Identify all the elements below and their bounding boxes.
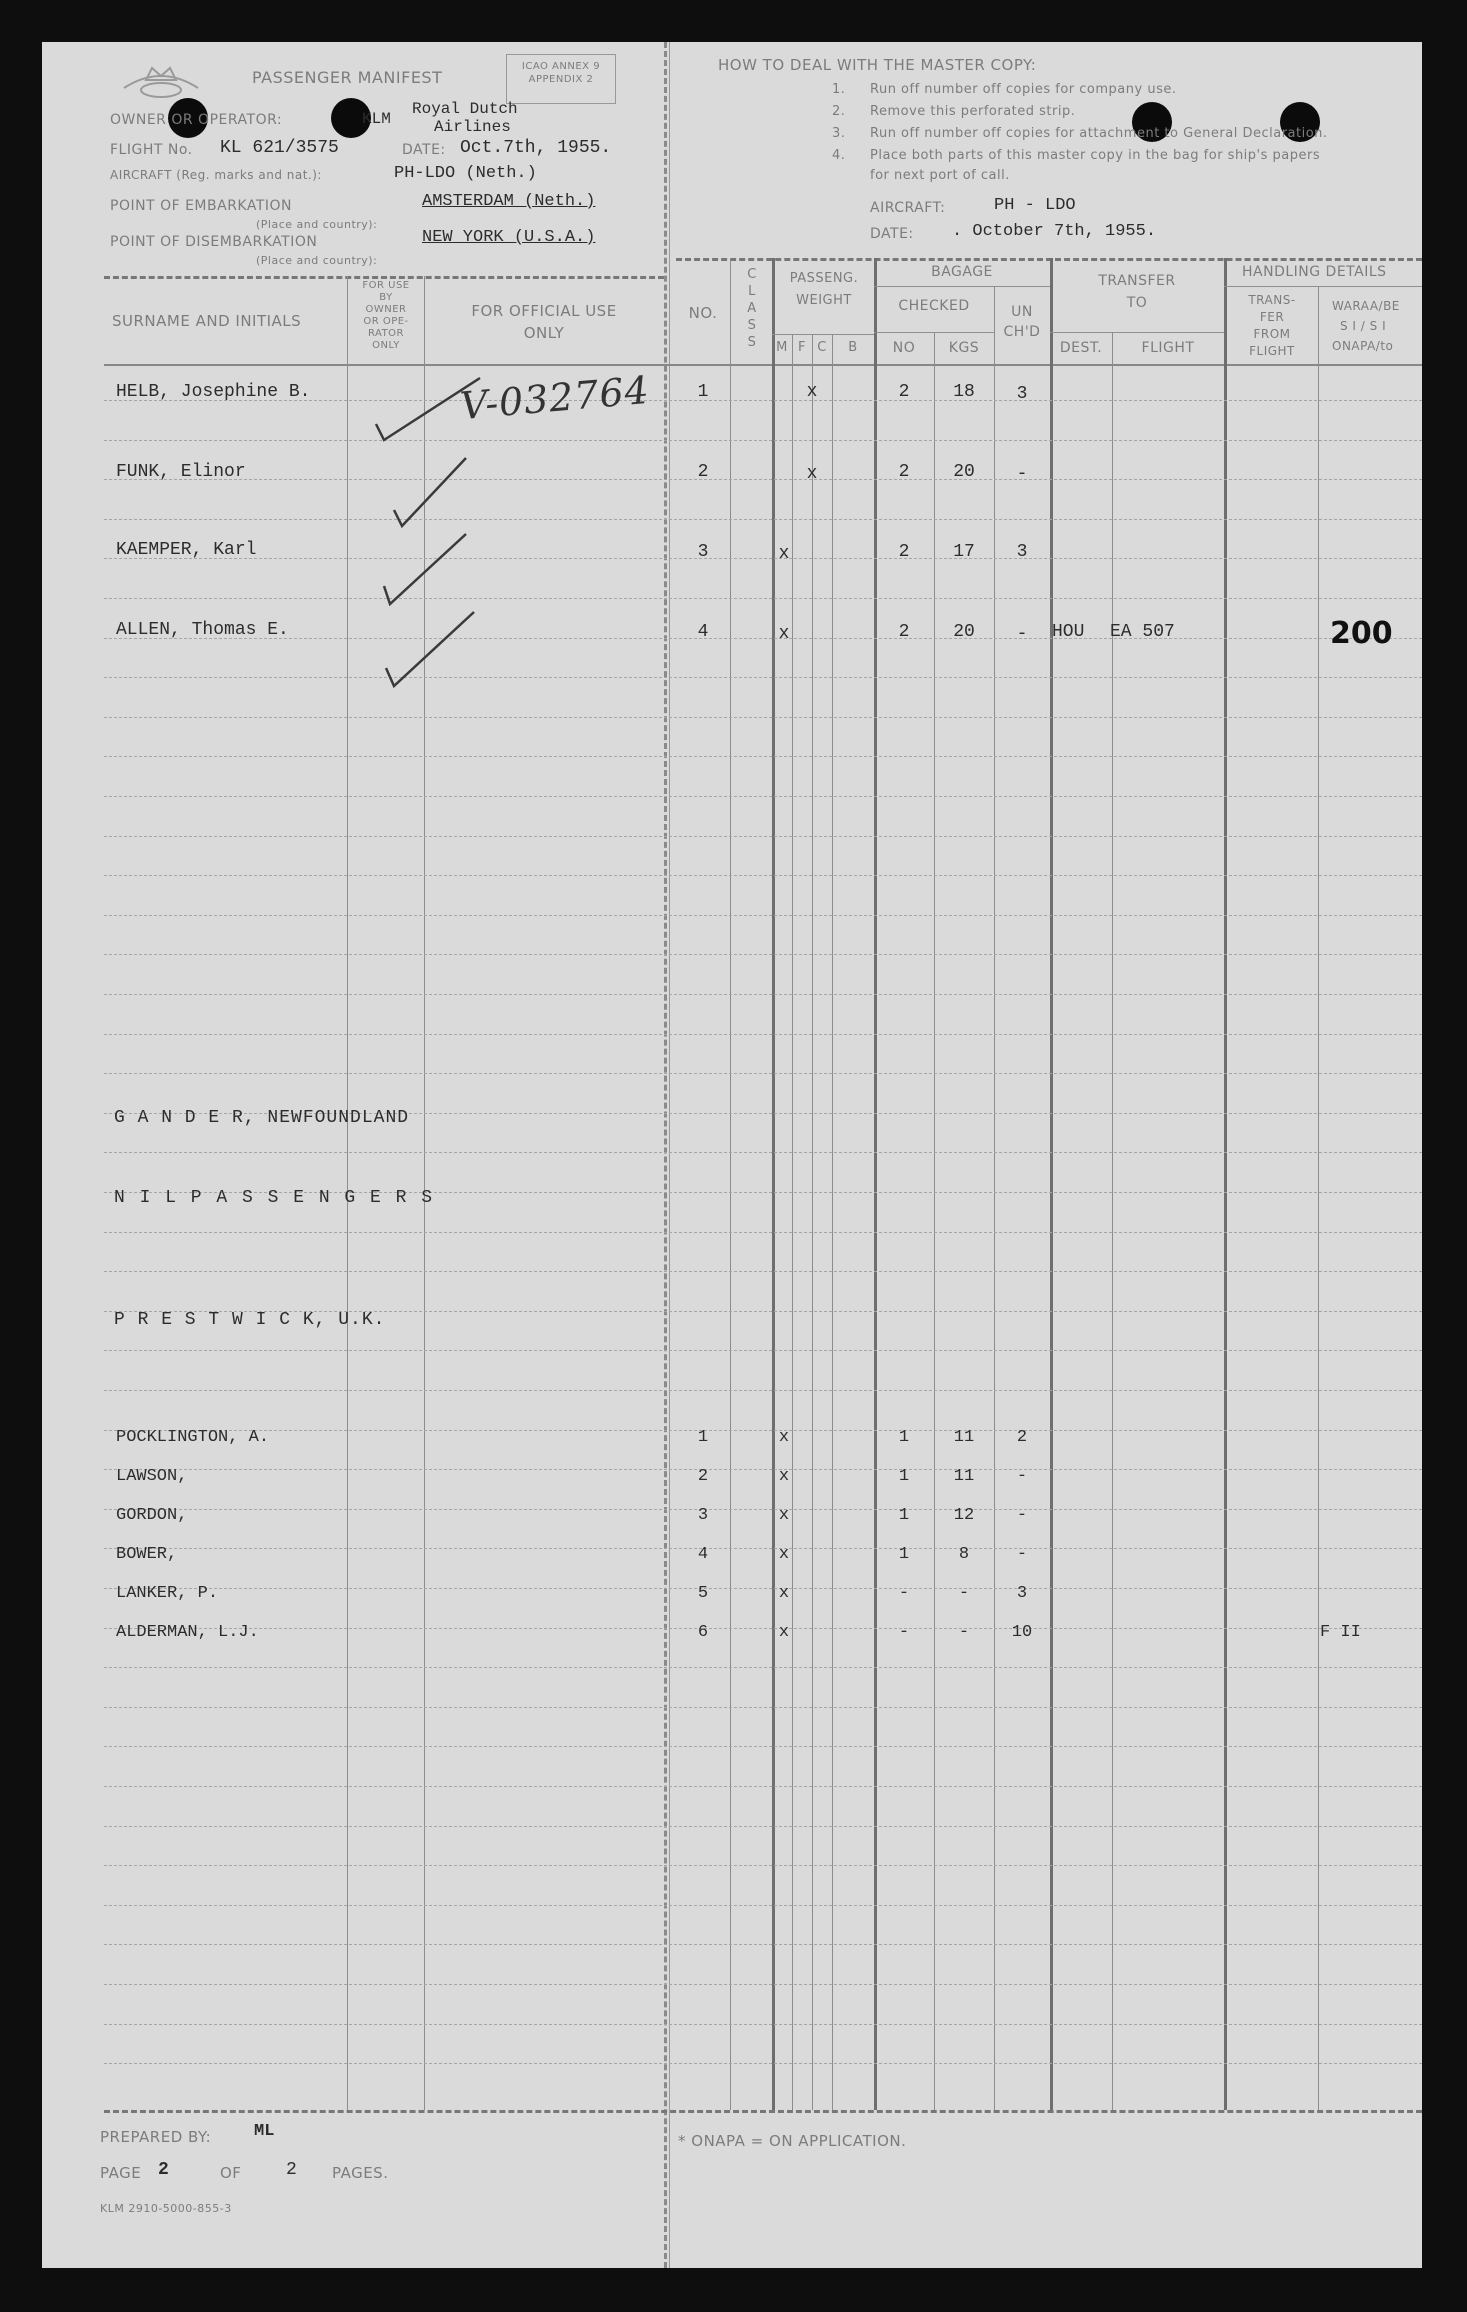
col-header-transfer — [1050, 270, 1224, 314]
passenger-name: FUNK, Elinor — [116, 462, 246, 482]
embark-value: AMSTERDAM (Neth.) — [422, 192, 596, 211]
col-header-handling: HANDLING DETAILS — [1242, 264, 1387, 280]
row-rule — [104, 1430, 1422, 1431]
passenger-bag-no: 2 — [898, 462, 910, 482]
passenger-kgs: 11 — [953, 1428, 975, 1447]
header-letter: L — [748, 284, 756, 299]
row-rule — [104, 915, 1422, 916]
header-line: ONAPA/to — [1332, 339, 1394, 353]
row-rule — [104, 1232, 1422, 1233]
row-rule — [104, 1350, 1422, 1351]
passenger-name: LAWSON, — [116, 1467, 188, 1486]
row-rule — [104, 756, 1422, 757]
passenger-unchd: 10 — [1011, 1623, 1033, 1642]
header-line: PASSENG. — [789, 271, 859, 286]
row-rule — [104, 1390, 1422, 1391]
row-rule — [104, 1548, 1422, 1549]
instruction-number: 4. — [832, 148, 846, 163]
col-header-f: F — [798, 340, 806, 355]
row-rule — [104, 598, 1422, 599]
header-line: ONLY — [372, 340, 400, 351]
row-rule — [104, 1746, 1422, 1747]
row-rule — [104, 1707, 1422, 1708]
header-line: WARAA/BE — [1332, 299, 1400, 313]
checkmark-icon — [382, 608, 478, 692]
column-rule — [874, 258, 877, 2110]
passenger-bag-no: 2 — [898, 382, 910, 402]
header-line: S I / S I — [1340, 319, 1387, 333]
header-line: CH'D — [1003, 324, 1041, 340]
passenger-weight-f: x — [806, 382, 818, 402]
column-rule — [812, 334, 813, 2110]
passenger-bag-no: 1 — [898, 1428, 910, 1447]
col-header-bagage: BAGAGE — [931, 264, 993, 280]
row-rule — [104, 519, 1422, 520]
place-country-note: (Place and country): — [256, 218, 378, 231]
passenger-unchd: - — [1016, 464, 1028, 484]
passenger-bag-no: 1 — [898, 1545, 910, 1564]
page-label: PAGE — [100, 2164, 142, 2182]
header-top-rule — [676, 258, 1422, 261]
passenger-unchd: - — [1016, 1506, 1028, 1525]
header-line: BY — [379, 292, 393, 303]
column-rule — [1318, 286, 1319, 2110]
footnote: * ONAPA = ON APPLICATION. — [678, 2132, 907, 2150]
col-header-checked: CHECKED — [898, 298, 970, 314]
column-rule — [1050, 258, 1053, 2110]
header-line: OR OPE- — [363, 316, 409, 327]
passenger-bag-no: 1 — [898, 1467, 910, 1486]
header-letter: S — [747, 335, 757, 350]
passenger-bag-no: 2 — [898, 542, 910, 562]
row-rule — [104, 1588, 1422, 1589]
passenger-no: 2 — [697, 462, 709, 482]
header-rule — [1050, 332, 1224, 333]
column-rule — [730, 258, 731, 2110]
col-header-checked-no: NO — [892, 340, 916, 356]
header-line: WEIGHT — [796, 293, 852, 308]
passenger-weight-m: x — [778, 1584, 790, 1603]
passenger-weight-m: x — [778, 1428, 790, 1447]
passenger-bag-no: - — [898, 1584, 910, 1603]
passenger-unchd: 3 — [1016, 384, 1028, 404]
row-rule — [104, 1509, 1422, 1510]
passenger-kgs: 20 — [953, 622, 975, 642]
handling-value: 200 — [1330, 616, 1393, 651]
passenger-name: BOWER, — [116, 1545, 178, 1564]
passenger-weight-m: x — [778, 1506, 790, 1525]
instructions-title: HOW TO DEAL WITH THE MASTER COPY: — [718, 56, 1037, 74]
flight-value: KL 621/3575 — [220, 138, 339, 158]
aircraft-label: AIRCRAFT (Reg. marks and nat.): — [110, 168, 322, 182]
instr-aircraft-label: AIRCRAFT: — [870, 200, 946, 216]
passenger-kgs: - — [958, 1584, 970, 1603]
header-line: TO — [1126, 295, 1148, 311]
row-rule — [104, 954, 1422, 955]
flight-label: FLIGHT No. — [110, 142, 193, 158]
place-country-note: (Place and country): — [256, 254, 378, 267]
row-rule — [104, 1152, 1422, 1153]
row-rule — [104, 1905, 1422, 1906]
section-prestwick: P R E S T W I C K, U.K. — [114, 1310, 386, 1330]
passenger-no: 1 — [697, 1428, 709, 1447]
header-rule — [772, 334, 874, 335]
row-rule — [104, 1826, 1422, 1827]
row-rule — [104, 994, 1422, 995]
col-header-kgs: KGS — [948, 340, 980, 356]
row-rule — [104, 2024, 1422, 2025]
header-letter: A — [747, 301, 757, 316]
form-code: KLM 2910-5000-855-3 — [100, 2202, 232, 2215]
passenger-weight-m: x — [778, 1545, 790, 1564]
header-line: FOR USE — [362, 280, 410, 291]
col-header-weight — [774, 268, 874, 312]
passenger-name: KAEMPER, Karl — [116, 540, 257, 560]
row-rule — [104, 2063, 1422, 2064]
instr-aircraft-value: PH - LDO — [994, 196, 1076, 215]
manifest-page — [42, 42, 1422, 2268]
header-rule — [1224, 286, 1422, 287]
instruction-number: 1. — [832, 82, 846, 97]
header-letter: C — [747, 267, 757, 282]
header-line: FER — [1259, 310, 1285, 324]
section-gander: G A N D E R, NEWFOUNDLAND — [114, 1108, 410, 1128]
official-stamp-number: V-032764 — [458, 367, 652, 429]
row-rule — [104, 796, 1422, 797]
column-rule — [1224, 258, 1227, 2110]
disembark-label: POINT OF DISEMBARKATION — [110, 234, 318, 250]
header-line: FLIGHT — [1249, 344, 1295, 358]
header-line: FROM — [1253, 327, 1291, 341]
page-of-label: OF — [220, 2164, 242, 2182]
row-rule — [104, 1469, 1422, 1470]
passenger-no: 4 — [697, 1545, 709, 1564]
perforation-line — [664, 42, 667, 2268]
checkmark-icon — [390, 454, 470, 534]
row-rule — [104, 1667, 1422, 1668]
passenger-weight-m: x — [778, 1467, 790, 1486]
header-top-rule — [104, 276, 664, 279]
perforation-line — [669, 42, 670, 2268]
page-value: 2 — [158, 2160, 169, 2180]
section-nil-passengers: N I L P A S S E N G E R S — [114, 1188, 435, 1208]
header-line: TRANS- — [1248, 293, 1296, 307]
passenger-unchd: 3 — [1016, 542, 1028, 562]
passenger-no: 5 — [697, 1584, 709, 1603]
row-rule — [104, 1944, 1422, 1945]
passenger-name: ALLEN, Thomas E. — [116, 620, 289, 640]
col-header-owner-use — [348, 280, 424, 352]
col-header-official-use — [426, 300, 662, 344]
row-rule — [104, 677, 1422, 678]
row-rule — [104, 717, 1422, 718]
passenger-kgs: 11 — [953, 1467, 975, 1486]
row-rule — [104, 875, 1422, 876]
passenger-unchd: - — [1016, 1467, 1028, 1486]
header-rule — [874, 332, 994, 333]
instruction-number: 3. — [832, 126, 846, 141]
owner-label: OWNER OR OPERATOR: — [110, 112, 283, 128]
aircraft-value: PH-LDO (Neth.) — [394, 164, 537, 183]
passenger-name: POCKLINGTON, A. — [116, 1428, 270, 1447]
passenger-weight-m: x — [778, 624, 790, 644]
passenger-no: 6 — [697, 1623, 709, 1642]
passenger-weight-f: x — [806, 464, 818, 484]
owner-prefix: KLM — [362, 110, 391, 128]
prepared-by-label: PREPARED BY: — [100, 2128, 212, 2146]
col-header-surname: SURNAME AND INITIALS — [112, 312, 302, 330]
annex-line: APPENDIX 2 — [528, 74, 594, 85]
passenger-no: 2 — [697, 1467, 709, 1486]
passenger-kgs: 12 — [953, 1506, 975, 1525]
passenger-unchd: 3 — [1016, 1584, 1028, 1603]
owner-value: Airlines — [434, 118, 511, 136]
passenger-transfer-flight: EA 507 — [1110, 622, 1175, 642]
passenger-no: 4 — [697, 622, 709, 642]
table-bottom-rule — [104, 2110, 1422, 2113]
header-rule — [874, 286, 1050, 287]
col-header-c: C — [817, 340, 827, 355]
passenger-no: 3 — [697, 1506, 709, 1525]
col-header-class — [732, 266, 772, 351]
row-rule — [104, 1034, 1422, 1035]
col-header-b: B — [848, 340, 858, 355]
passenger-bag-no: 2 — [898, 622, 910, 642]
row-rule — [104, 479, 1422, 480]
header-letter: S — [747, 318, 757, 333]
passenger-kgs: 18 — [953, 382, 975, 402]
checkmark-icon — [380, 532, 470, 616]
date-label: DATE: — [402, 142, 446, 158]
passenger-name: LANKER, P. — [116, 1584, 219, 1603]
instruction-text: Remove this perforated strip. — [870, 104, 1076, 119]
col-header-dest: DEST. — [1059, 340, 1103, 356]
row-rule — [104, 1628, 1422, 1629]
disembark-value: NEW YORK (U.S.A.) — [422, 228, 596, 247]
embark-label: POINT OF EMBARKATION — [110, 198, 293, 214]
instruction-text: Run off number off copies for attachment to General Declaration. — [870, 126, 1328, 141]
header-line: TRANSFER — [1098, 273, 1176, 289]
passenger-unchd: - — [1016, 624, 1028, 644]
instruction-text: for next port of call. — [870, 168, 1010, 183]
prepared-by-value: ML — [254, 2122, 275, 2141]
passenger-handling: F II — [1320, 1623, 1361, 1642]
form-title: PASSENGER MANIFEST — [252, 68, 443, 87]
header-line: FOR OFFICIAL USE — [471, 302, 617, 320]
instruction-text: Place both parts of this master copy in the bag for ship's papers — [870, 148, 1321, 163]
passenger-kgs: 20 — [953, 462, 975, 482]
header-line: ONLY — [523, 324, 565, 342]
instruction-number: 2. — [832, 104, 846, 119]
passenger-no: 3 — [697, 542, 709, 562]
pages-label: PAGES. — [332, 2164, 389, 2182]
owner-value: Royal Dutch — [412, 100, 518, 118]
instruction-text: Run off number off copies for company use. — [870, 82, 1177, 97]
passenger-kgs: 17 — [953, 542, 975, 562]
row-rule — [104, 1271, 1422, 1272]
column-rule — [772, 258, 775, 2110]
col-header-unchd — [994, 302, 1050, 342]
date-value: Oct.7th, 1955. — [460, 138, 612, 158]
passenger-transfer-dest: HOU — [1052, 622, 1085, 642]
instr-date-value: . October 7th, 1955. — [952, 222, 1157, 241]
header-line: RATOR — [367, 328, 405, 339]
row-rule — [104, 440, 1422, 441]
passenger-bag-no: 1 — [898, 1506, 910, 1525]
row-rule — [104, 638, 1422, 639]
passenger-unchd: 2 — [1016, 1428, 1028, 1447]
header-line: UN — [1011, 304, 1033, 320]
row-rule — [104, 1865, 1422, 1866]
annex-box — [506, 54, 616, 104]
klm-crown-logo-icon — [116, 58, 206, 106]
passenger-bag-no: - — [898, 1623, 910, 1642]
passenger-no: 1 — [697, 382, 709, 402]
passenger-kgs: - — [958, 1623, 970, 1642]
instr-date-label: DATE: — [870, 226, 914, 242]
header-line: OWNER — [365, 304, 407, 315]
row-rule — [104, 836, 1422, 837]
col-header-transfer-from — [1226, 292, 1318, 360]
col-header-flight: FLIGHT — [1141, 340, 1195, 356]
col-header-m: M — [776, 340, 788, 355]
column-rule — [832, 334, 833, 2110]
row-rule — [104, 1786, 1422, 1787]
passenger-kgs: 8 — [958, 1545, 970, 1564]
col-header-waraa — [1322, 296, 1422, 356]
col-header-no: NO. — [688, 304, 718, 322]
column-rule — [792, 334, 793, 2110]
passenger-weight-m: x — [778, 1623, 790, 1642]
passenger-name: GORDON, — [116, 1506, 188, 1525]
row-rule — [104, 558, 1422, 559]
passenger-name: HELB, Josephine B. — [116, 382, 311, 402]
page-total: 2 — [286, 2160, 297, 2180]
passenger-name: ALDERMAN, L.J. — [116, 1623, 259, 1642]
annex-line: ICAO ANNEX 9 — [521, 61, 601, 72]
passenger-unchd: - — [1016, 1545, 1028, 1564]
passenger-weight-m: x — [778, 544, 790, 564]
row-rule — [104, 1073, 1422, 1074]
row-rule — [104, 1984, 1422, 1985]
